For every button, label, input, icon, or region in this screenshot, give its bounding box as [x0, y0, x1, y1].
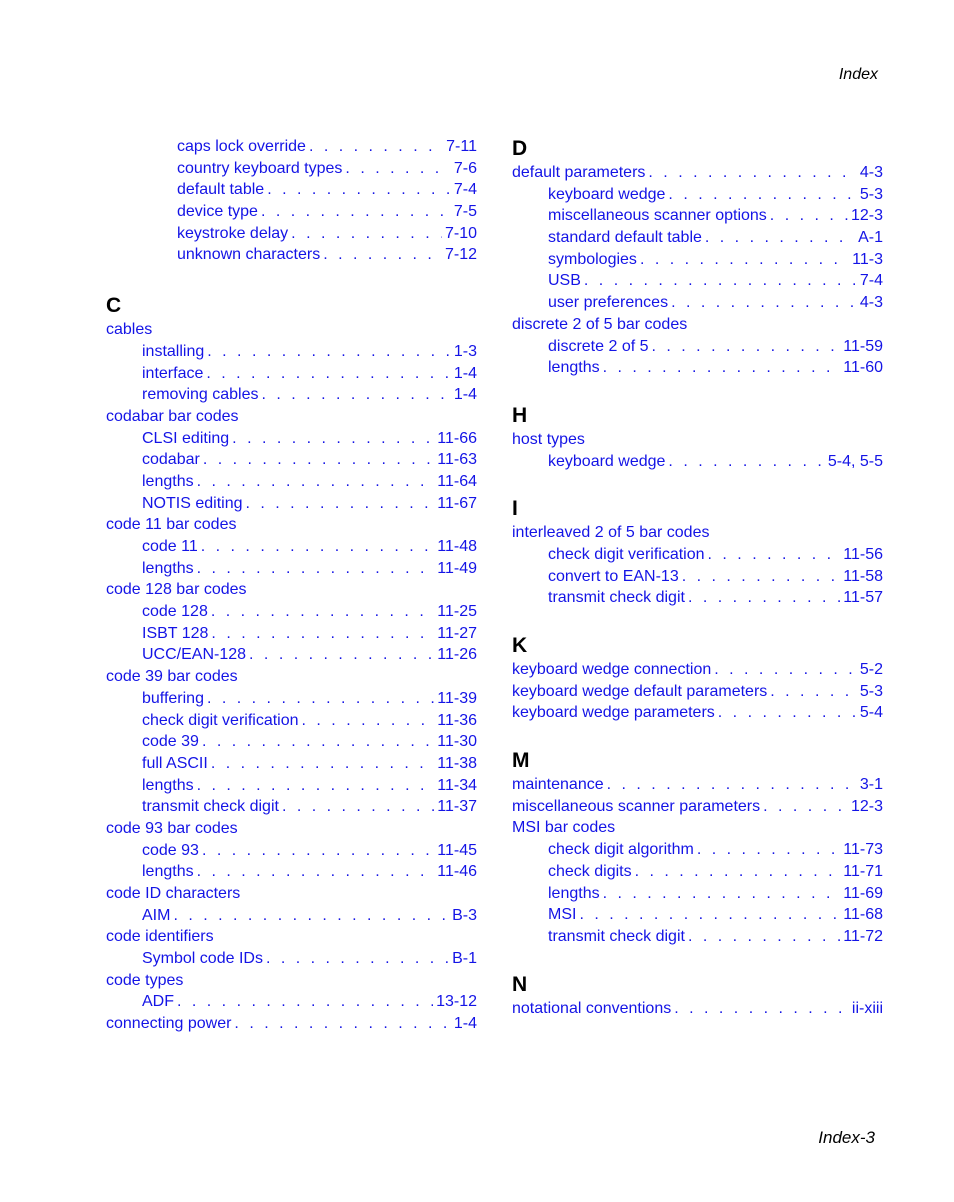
dot-leader [261, 201, 451, 223]
dot-leader [607, 774, 857, 796]
index-letter-heading: M [512, 749, 530, 773]
entry-term[interactable]: code identifiers [106, 928, 214, 946]
entry-page-reference[interactable]: 11-58 [843, 567, 883, 585]
dot-leader [207, 688, 434, 710]
index-group [106, 293, 477, 1035]
dot-leader [584, 270, 857, 292]
entry-term[interactable]: lengths [142, 863, 194, 881]
index-subentry[interactable] [512, 249, 883, 271]
index-group [512, 633, 883, 724]
index-entry[interactable] [106, 1013, 477, 1035]
entry-term[interactable]: code 39 bar codes [106, 668, 238, 686]
index-entry[interactable] [106, 818, 477, 840]
dot-leader [688, 926, 840, 948]
entry-page-reference[interactable]: 11-45 [437, 841, 477, 859]
index-subentry[interactable] [106, 840, 477, 862]
entry-page-reference[interactable]: 11-3 [852, 250, 883, 268]
dot-leader [640, 249, 849, 271]
entry-term[interactable]: AIM [142, 906, 171, 924]
index-subentry[interactable] [177, 136, 477, 158]
index-subentry[interactable] [106, 428, 477, 450]
index-subentry[interactable] [512, 544, 883, 566]
dot-leader [718, 702, 857, 724]
entry-term[interactable]: discrete 2 of 5 bar codes [512, 315, 688, 333]
dot-leader [197, 471, 435, 493]
index-entry[interactable] [512, 796, 883, 818]
running-header: Index [838, 66, 878, 83]
index-subentry[interactable] [512, 336, 883, 358]
index-entry[interactable] [106, 406, 477, 428]
index-group [512, 748, 883, 948]
entry-term[interactable]: code 39 [142, 733, 199, 751]
dot-leader [266, 948, 449, 970]
entry-term[interactable]: check digit verification [142, 711, 299, 729]
entry-page-reference[interactable]: 11-73 [843, 841, 883, 859]
index-entry[interactable] [512, 774, 883, 796]
dot-leader [282, 796, 434, 818]
index-column-left [106, 136, 477, 1035]
index-entry[interactable] [512, 314, 883, 336]
entry-page-reference[interactable]: 1-4 [453, 1015, 477, 1033]
entry-term[interactable]: removing cables [142, 386, 259, 404]
entry-term[interactable]: check digit verification [548, 545, 705, 563]
entry-term[interactable]: code 11 [142, 538, 198, 555]
entry-term[interactable]: device type [177, 203, 258, 221]
index-entry[interactable] [512, 681, 883, 703]
dot-leader [345, 158, 450, 180]
index-subentry[interactable] [512, 184, 883, 206]
entry-page-reference[interactable]: 11-49 [437, 559, 477, 577]
index-letter-heading: H [512, 403, 528, 427]
entry-term[interactable]: UCC/EAN-128 [142, 646, 247, 664]
entry-term[interactable]: code 93 bar codes [106, 819, 238, 837]
dot-leader [249, 644, 434, 666]
dot-leader [262, 384, 451, 406]
index-subentry[interactable] [106, 688, 477, 710]
index-entry[interactable] [106, 970, 477, 992]
index-subentry[interactable] [512, 587, 883, 609]
entry-term[interactable]: NOTIS editing [142, 494, 243, 512]
entry-page-reference[interactable]: 7-4 [859, 272, 883, 290]
entry-term[interactable]: lengths [548, 359, 600, 377]
index-subentry[interactable] [106, 471, 477, 493]
entry-page-reference[interactable]: B-3 [452, 906, 477, 924]
dot-leader [211, 623, 434, 645]
entry-term[interactable]: lengths [142, 472, 194, 490]
index-subentry[interactable] [106, 796, 477, 818]
index-subentry[interactable] [106, 601, 477, 623]
index-entry[interactable] [106, 579, 477, 601]
dot-leader [309, 136, 443, 158]
entry-page-reference[interactable]: 7-11 [446, 138, 477, 155]
index-subentry[interactable] [512, 839, 883, 861]
entry-term[interactable]: connecting power [106, 1015, 232, 1033]
dot-leader [763, 796, 848, 818]
entry-page-reference[interactable]: 11-56 [843, 545, 883, 563]
entry-page-reference[interactable]: 7-6 [453, 159, 477, 177]
index-subentry[interactable] [512, 566, 883, 588]
index-letter-heading: D [512, 137, 528, 160]
index-entry[interactable] [512, 817, 883, 839]
entry-page-reference[interactable]: 7-4 [453, 181, 477, 199]
index-subentry[interactable] [106, 710, 477, 732]
entry-page-reference[interactable]: 11-38 [437, 754, 477, 772]
index-subentry[interactable] [512, 270, 883, 292]
entry-term[interactable]: symbologies [548, 250, 637, 268]
dot-leader [323, 244, 442, 266]
entry-term[interactable]: buffering [142, 689, 204, 707]
index-entry[interactable] [512, 702, 883, 724]
entry-term[interactable]: USB [548, 272, 581, 290]
entry-term[interactable]: ADF [142, 993, 174, 1011]
entry-term[interactable]: discrete 2 of 5 [548, 337, 649, 355]
dot-leader [291, 223, 442, 245]
dot-leader [770, 205, 848, 227]
index-subentry[interactable] [106, 363, 477, 385]
entry-page-reference[interactable]: 5-4 [859, 704, 883, 722]
dot-leader [211, 753, 434, 775]
entry-term[interactable]: codabar [142, 451, 200, 469]
entry-term[interactable]: keyboard wedge parameters [512, 704, 715, 722]
entry-term[interactable]: notational conventions [512, 999, 672, 1017]
index-group [512, 496, 883, 609]
entry-term[interactable]: maintenance [512, 776, 604, 794]
index-entry[interactable] [106, 514, 477, 536]
index-subentry[interactable] [106, 731, 477, 753]
index-entry[interactable] [106, 319, 477, 341]
entry-term[interactable]: country keyboard types [177, 159, 343, 177]
index-subentry[interactable] [177, 158, 477, 180]
entry-term[interactable]: default table [177, 181, 265, 199]
index-entry[interactable] [512, 522, 883, 544]
entry-page-reference[interactable]: 5-3 [859, 682, 883, 700]
entry-term[interactable]: codabar bar codes [106, 407, 239, 425]
dot-leader [770, 681, 857, 703]
entry-term[interactable]: interleaved 2 of 5 bar codes [512, 524, 710, 542]
entry-term[interactable]: keystroke delay [177, 224, 289, 242]
entry-term[interactable]: lengths [142, 776, 194, 794]
index-letter-heading: K [512, 634, 528, 657]
index-subentry[interactable] [512, 292, 883, 314]
entry-page-reference[interactable]: 7-5 [453, 203, 477, 221]
index-group [512, 972, 883, 1020]
dot-leader [688, 587, 840, 609]
dot-leader [705, 227, 855, 249]
dot-leader [682, 566, 841, 588]
dot-leader [714, 659, 857, 681]
page-number: Index-3 [818, 1128, 875, 1147]
index-subentry[interactable] [106, 558, 477, 580]
index-subentry[interactable] [106, 861, 477, 883]
index-group [512, 403, 883, 472]
entry-term[interactable]: cables [106, 321, 153, 339]
dot-leader [177, 991, 433, 1013]
index-subentry[interactable] [106, 948, 477, 970]
index-letter-heading: N [512, 972, 528, 996]
entry-term[interactable]: caps lock override [177, 138, 306, 155]
entry-term[interactable]: miscellaneous scanner parameters [512, 797, 761, 815]
entry-term[interactable]: installing [142, 342, 205, 360]
entry-page-reference[interactable]: ii-xiii [851, 999, 883, 1017]
index-group [177, 136, 477, 266]
entry-term[interactable]: default parameters [512, 164, 646, 181]
entry-page-reference[interactable]: 11-69 [843, 884, 883, 902]
index-subentry[interactable] [177, 201, 477, 223]
dot-leader [603, 883, 841, 905]
index-subentry[interactable] [106, 991, 477, 1013]
entry-page-reference[interactable]: 11-34 [437, 776, 477, 794]
entry-page-reference[interactable]: 11-60 [843, 359, 883, 377]
entry-page-reference[interactable]: 11-64 [437, 472, 477, 490]
entry-page-reference[interactable]: 1-4 [453, 386, 477, 404]
entry-page-reference[interactable]: 4-3 [859, 164, 883, 181]
dot-leader [197, 775, 435, 797]
entry-term[interactable]: full ASCII [142, 754, 208, 772]
dot-leader [245, 493, 434, 515]
index-subentry[interactable] [177, 179, 477, 201]
entry-page-reference[interactable]: 11-72 [843, 927, 883, 945]
dot-leader [674, 998, 849, 1020]
entry-page-reference[interactable]: 11-36 [437, 711, 477, 729]
index-subentry[interactable] [106, 384, 477, 406]
entry-page-reference[interactable]: 11-66 [437, 429, 477, 447]
index-subentry[interactable] [512, 926, 883, 948]
dot-leader [267, 179, 451, 201]
dot-leader [202, 840, 434, 862]
dot-leader [603, 357, 841, 379]
entry-term[interactable]: code 128 [142, 603, 208, 621]
entry-page-reference[interactable]: 12-3 [850, 797, 883, 815]
entry-term[interactable]: transmit check digit [548, 589, 685, 607]
index-entry[interactable] [106, 883, 477, 905]
dot-leader [206, 363, 451, 385]
entry-page-reference[interactable]: 4-3 [859, 294, 883, 312]
entry-term[interactable]: standard default table [548, 229, 702, 247]
entry-page-reference[interactable]: 11-25 [437, 603, 477, 621]
entry-term[interactable]: Symbol code IDs [142, 950, 263, 968]
entry-term[interactable]: code ID characters [106, 885, 241, 902]
index-subentry[interactable] [512, 904, 883, 926]
index-entry[interactable] [512, 659, 883, 681]
entry-page-reference[interactable]: 1-3 [453, 342, 477, 360]
entry-term[interactable]: lengths [142, 559, 194, 577]
entry-term[interactable]: check digits [548, 862, 632, 880]
index-subentry[interactable] [106, 753, 477, 775]
entry-page-reference[interactable]: 11-37 [437, 798, 477, 816]
dot-leader [197, 861, 435, 883]
dot-leader [668, 184, 856, 206]
index-subentry[interactable] [106, 493, 477, 515]
index-group [512, 136, 883, 379]
entry-page-reference[interactable]: 11-71 [843, 862, 883, 880]
entry-term[interactable]: ISBT 128 [142, 624, 209, 642]
entry-page-reference[interactable]: 13-12 [436, 993, 477, 1011]
entry-page-reference[interactable]: 5-2 [859, 661, 883, 678]
dot-leader [211, 601, 434, 623]
dot-leader [708, 544, 841, 566]
index-entry[interactable] [106, 666, 477, 688]
dot-leader [635, 861, 841, 883]
dot-leader [201, 536, 435, 558]
index-subentry[interactable] [106, 644, 477, 666]
entry-term[interactable]: lengths [548, 884, 600, 902]
entry-page-reference[interactable]: 11-27 [437, 624, 477, 642]
entry-term[interactable]: interface [142, 364, 204, 382]
index-subentry[interactable] [106, 623, 477, 645]
index-entry[interactable] [512, 998, 883, 1020]
index-subentry[interactable] [512, 357, 883, 379]
index-subentry[interactable] [512, 227, 883, 249]
entry-term[interactable]: code 93 [142, 841, 199, 859]
index-entry[interactable] [512, 162, 883, 184]
dot-leader [652, 336, 841, 358]
entry-term[interactable]: MSI bar codes [512, 819, 616, 837]
entry-term[interactable]: transmit check digit [548, 927, 685, 945]
dot-leader [232, 428, 434, 450]
index-subentry[interactable] [106, 449, 477, 471]
entry-term[interactable]: convert to EAN-13 [548, 567, 679, 585]
index-subentry[interactable] [106, 905, 477, 927]
index-subentry[interactable] [106, 536, 477, 558]
index-letter-heading: C [106, 294, 122, 318]
entry-term[interactable]: code 128 bar codes [106, 581, 247, 599]
entry-page-reference[interactable]: 11-39 [437, 689, 477, 707]
entry-term[interactable]: keyboard wedge [548, 185, 666, 203]
entry-term[interactable]: user preferences [548, 294, 669, 312]
index-subentry[interactable] [106, 341, 477, 363]
index-subentry[interactable] [512, 451, 883, 473]
entry-term[interactable]: check digit algorithm [548, 841, 694, 859]
entry-term[interactable]: miscellaneous scanner options [548, 207, 767, 225]
entry-page-reference[interactable]: A-1 [858, 229, 883, 247]
entry-page-reference[interactable]: B-1 [452, 950, 477, 968]
entry-page-reference[interactable]: 11-26 [437, 646, 477, 664]
dot-leader [668, 451, 824, 473]
entry-page-reference[interactable]: 5-3 [859, 185, 883, 203]
entry-page-reference[interactable]: 11-48 [437, 538, 477, 555]
entry-page-reference[interactable]: 5-4, 5-5 [827, 452, 883, 470]
dot-leader [203, 449, 434, 471]
dot-leader [648, 162, 856, 184]
dot-leader [173, 905, 449, 927]
dot-leader [234, 1013, 450, 1035]
entry-page-reference[interactable]: 3-1 [859, 776, 883, 794]
entry-term[interactable]: MSI [548, 906, 577, 924]
dot-leader [671, 292, 857, 314]
entry-term[interactable]: keyboard wedge connection [512, 661, 712, 678]
dot-leader [207, 341, 451, 363]
index-subentry[interactable] [512, 205, 883, 227]
entry-page-reference[interactable]: 11-68 [843, 906, 883, 924]
dot-leader [579, 904, 840, 926]
entry-page-reference[interactable]: 7-12 [444, 246, 477, 264]
dot-leader [302, 710, 435, 732]
entry-page-reference[interactable]: 11-67 [437, 494, 477, 512]
entry-page-reference[interactable]: 12-3 [850, 207, 883, 225]
entry-page-reference[interactable]: 11-46 [437, 863, 477, 881]
dot-leader [202, 731, 434, 753]
entry-term[interactable]: CLSI editing [142, 429, 230, 447]
index-subentry[interactable] [177, 223, 477, 245]
index-column-right [512, 136, 883, 1019]
entry-term[interactable]: unknown characters [177, 246, 321, 264]
dot-leader [197, 558, 435, 580]
entry-term[interactable]: code 11 bar codes [106, 516, 237, 534]
index-subentry[interactable] [512, 861, 883, 883]
entry-term[interactable]: keyboard wedge default parameters [512, 682, 768, 700]
index-subentry[interactable] [177, 244, 477, 266]
entry-page-reference[interactable]: 11-30 [437, 733, 477, 751]
entry-page-reference[interactable]: 11-59 [843, 337, 883, 355]
entry-page-reference[interactable]: 11-57 [843, 589, 883, 607]
index-entry[interactable] [512, 429, 883, 451]
entry-page-reference[interactable]: 11-63 [437, 451, 477, 469]
entry-page-reference[interactable]: 7-10 [444, 224, 477, 242]
index-letter-heading: I [512, 497, 518, 521]
entry-term[interactable]: host types [512, 430, 585, 448]
dot-leader [697, 839, 840, 861]
index-subentry[interactable] [106, 775, 477, 797]
index-entry[interactable] [106, 926, 477, 948]
index-subentry[interactable] [512, 883, 883, 905]
entry-term[interactable]: transmit check digit [142, 798, 279, 816]
entry-term[interactable]: code types [106, 971, 184, 989]
entry-page-reference[interactable]: 1-4 [453, 364, 477, 382]
entry-term[interactable]: keyboard wedge [548, 452, 666, 470]
